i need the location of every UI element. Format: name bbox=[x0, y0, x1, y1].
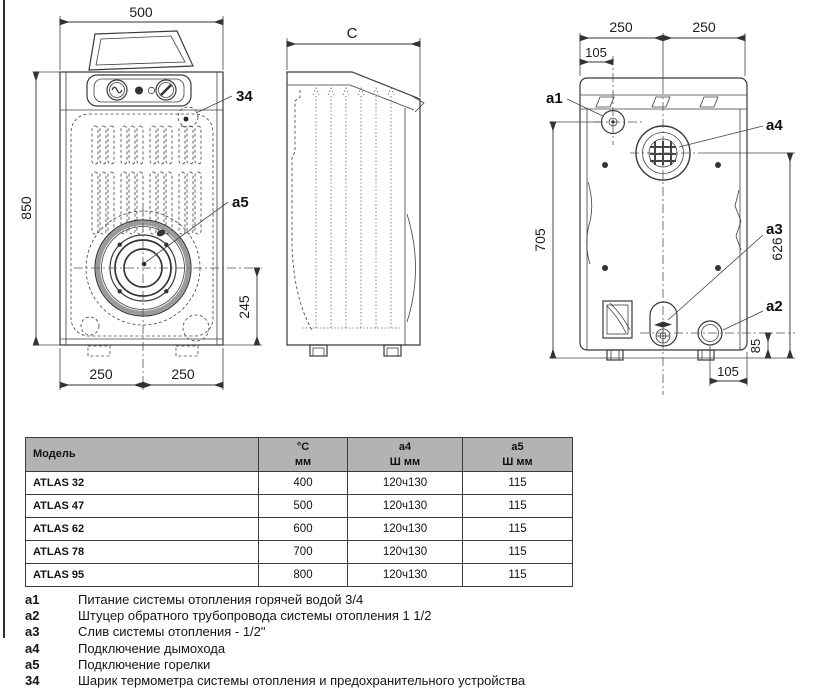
dim-85-label: 85 bbox=[748, 338, 763, 354]
side-view bbox=[287, 25, 424, 356]
boiler-lid bbox=[89, 31, 193, 70]
callout-34-label: 34 bbox=[236, 88, 253, 105]
col-header-a5-line1: a5 bbox=[511, 441, 524, 454]
legend-text: Шарик термометра системы отопления и предохранительного устройства bbox=[78, 673, 526, 689]
legend-key: a3 bbox=[25, 624, 40, 640]
cell-a5: 115 bbox=[463, 472, 573, 495]
side-feet bbox=[310, 345, 401, 356]
smoke-chamber-cover bbox=[407, 214, 416, 322]
dim-a2-offset bbox=[710, 346, 747, 386]
cell-model: ATLAS 95 bbox=[26, 564, 259, 587]
legend-item bbox=[25, 640, 525, 656]
callout-a3-label: a3 bbox=[766, 221, 783, 238]
door-vents bbox=[92, 126, 201, 234]
legend-text: Штуцер обратного трубопровода системы отопления 1 1/2 bbox=[78, 607, 432, 623]
dim-105-top-label: 105 bbox=[585, 45, 607, 60]
dim-500-label: 500 bbox=[129, 4, 153, 20]
dim-105-bottom-label: 105 bbox=[717, 364, 739, 379]
col-header-a5-line2: Ш мм bbox=[502, 455, 533, 468]
back-view bbox=[532, 19, 795, 395]
legend-text: Подключение дымохода bbox=[78, 640, 226, 656]
legend-key: a2 bbox=[25, 607, 40, 623]
legend-item bbox=[25, 624, 525, 640]
legend-key: a4 bbox=[25, 640, 40, 656]
callout-a5-label: a5 bbox=[232, 194, 249, 211]
col-header-model: Модель bbox=[26, 438, 259, 472]
side-body bbox=[287, 72, 420, 345]
cell-a4: 120ч130 bbox=[348, 518, 463, 541]
dim-a2-height bbox=[748, 333, 768, 358]
dim-626-label: 626 bbox=[769, 237, 785, 261]
legend-item bbox=[25, 656, 525, 672]
front-body bbox=[60, 72, 223, 345]
dim-front-height bbox=[18, 72, 60, 345]
table-row bbox=[26, 472, 573, 495]
col-header-a4-line2: Ш мм bbox=[389, 455, 421, 468]
table-row bbox=[26, 518, 573, 541]
cell-model: ATLAS 47 bbox=[26, 495, 259, 518]
cell-a4: 120ч130 bbox=[348, 472, 463, 495]
dim-850-label: 850 bbox=[18, 196, 34, 220]
drain-valve-a3 bbox=[650, 302, 677, 346]
indicator-lamp bbox=[135, 87, 143, 95]
callout-a2-label: a2 bbox=[766, 298, 783, 315]
dim-a1-offset bbox=[580, 45, 613, 62]
dim-burner-height bbox=[223, 268, 262, 345]
callout-a4-label: a4 bbox=[766, 117, 783, 134]
cell-a5: 115 bbox=[463, 541, 573, 564]
connections-legend bbox=[25, 591, 525, 689]
legend-key: 34 bbox=[25, 673, 40, 689]
cell-c: 800 bbox=[259, 564, 348, 587]
col-header-c-line1: °C bbox=[296, 441, 310, 454]
col-header-c-line2: мм bbox=[294, 455, 312, 468]
spec-table bbox=[25, 437, 573, 587]
legend-item bbox=[25, 591, 525, 607]
cell-a5: 115 bbox=[463, 495, 573, 518]
dim-705-label: 705 bbox=[532, 228, 548, 252]
legend-text: Подключение горелки bbox=[78, 656, 211, 672]
cell-a4: 120ч130 bbox=[348, 495, 463, 518]
indicator-lamp bbox=[148, 87, 154, 93]
dim-250-back-right-label: 250 bbox=[692, 19, 716, 35]
cell-a5: 115 bbox=[463, 564, 573, 587]
cell-a4: 120ч130 bbox=[348, 564, 463, 587]
table-row bbox=[26, 564, 573, 587]
cell-a5: 115 bbox=[463, 518, 573, 541]
cell-model: ATLAS 62 bbox=[26, 518, 259, 541]
cell-c: 500 bbox=[259, 495, 348, 518]
section-lines bbox=[302, 88, 400, 328]
legend-item bbox=[25, 607, 525, 623]
dim-250-left-label: 250 bbox=[89, 366, 113, 382]
dim-C-label: C bbox=[346, 25, 358, 42]
dim-250-right-label: 250 bbox=[171, 366, 195, 382]
legend-key: a1 bbox=[25, 591, 40, 607]
col-header-c bbox=[259, 438, 348, 472]
control-panel bbox=[87, 75, 191, 106]
col-header-a5 bbox=[463, 438, 573, 472]
legend-text: Слив системы отопления - 1/2" bbox=[78, 624, 266, 640]
legend-item bbox=[25, 672, 525, 688]
junction-box bbox=[603, 301, 632, 338]
back-feet bbox=[607, 350, 714, 360]
table-row bbox=[26, 541, 573, 564]
front-view bbox=[18, 4, 262, 392]
dim-front-bottom bbox=[60, 348, 223, 390]
cell-a4: 120ч130 bbox=[348, 541, 463, 564]
cell-c: 700 bbox=[259, 541, 348, 564]
legend-key: a5 bbox=[25, 656, 40, 672]
table-row bbox=[26, 495, 573, 518]
dim-a4-height bbox=[704, 153, 795, 358]
dim-250-back-left-label: 250 bbox=[609, 19, 633, 35]
dim-245-label: 245 bbox=[236, 295, 252, 319]
cell-model: ATLAS 78 bbox=[26, 541, 259, 564]
col-header-a4 bbox=[348, 438, 463, 472]
connection-a1 bbox=[594, 56, 645, 145]
legend-text: Питание системы отопления горячей водой 3/4 bbox=[78, 591, 364, 607]
cell-c: 600 bbox=[259, 518, 348, 541]
table-header-row bbox=[26, 438, 573, 472]
back-body bbox=[580, 78, 747, 350]
callout-a1-label: a1 bbox=[546, 90, 563, 107]
cell-model: ATLAS 32 bbox=[26, 472, 259, 495]
cell-c: 400 bbox=[259, 472, 348, 495]
col-header-a4-line1: a4 bbox=[398, 441, 412, 454]
